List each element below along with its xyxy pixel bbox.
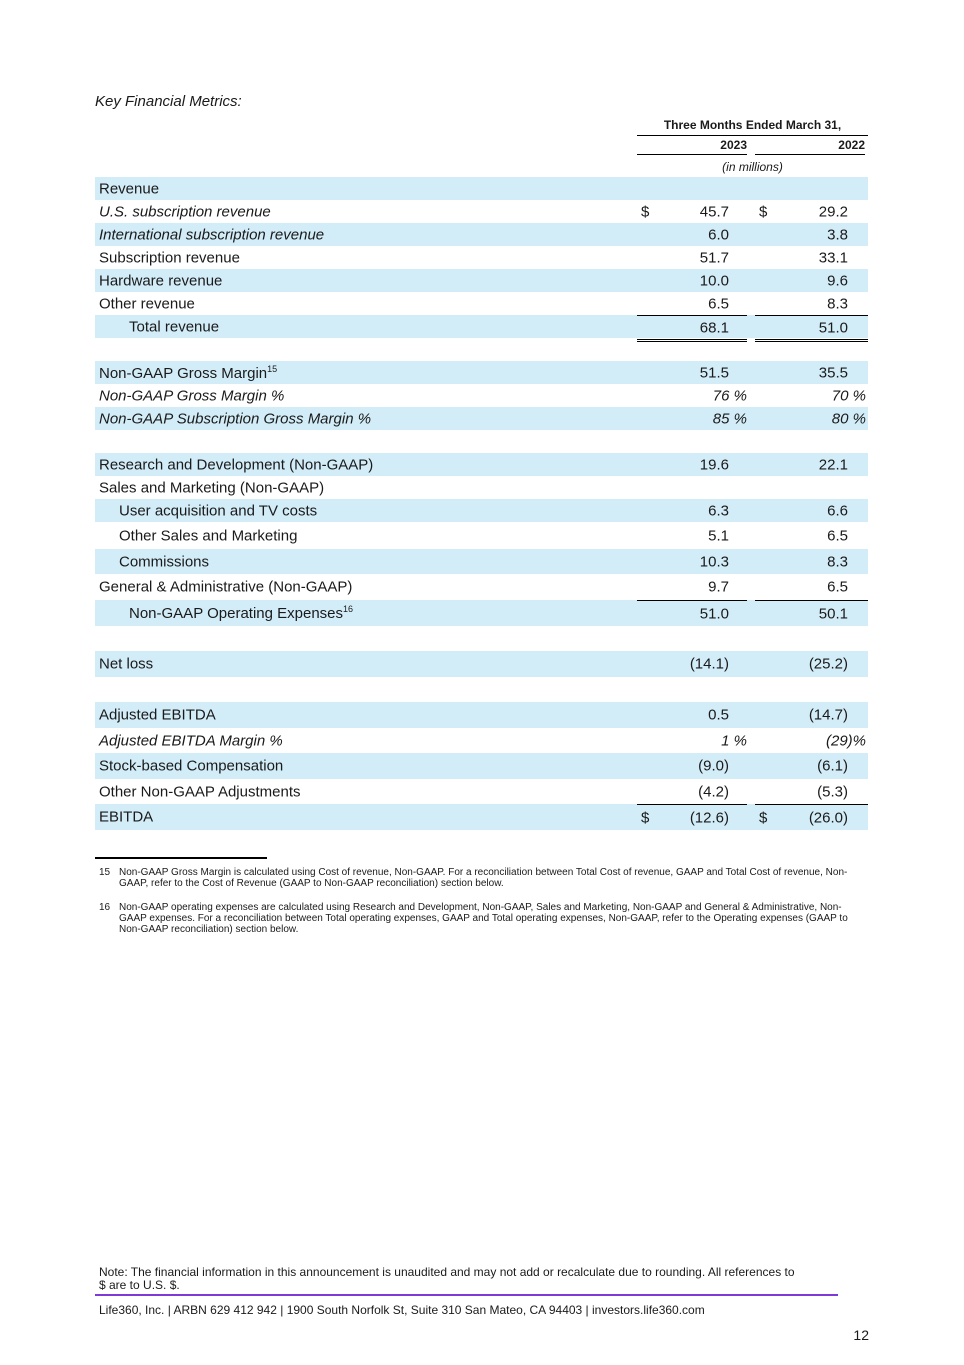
table-row-net-loss [95, 651, 868, 677]
value-2022: 6.5 [827, 578, 848, 596]
footnote-number: 15 [99, 867, 111, 878]
row-label: Non-GAAP Gross Margin % [99, 387, 285, 404]
value-2023: 51.7 [699, 249, 729, 266]
value-2023: 85 % [712, 410, 747, 427]
value-2022: 8.3 [827, 553, 848, 570]
footnote-ref: 15 [267, 363, 278, 374]
table-row-operating-expenses [95, 600, 868, 626]
row-label: Sales and Marketing (Non-GAAP) [99, 479, 325, 496]
table-row-adjusted-ebitda [95, 702, 868, 728]
table-row-total-revenue [95, 315, 868, 338]
value-2023: 45.7 [699, 203, 729, 220]
value-2023: 51.0 [699, 605, 729, 623]
row-label: Non-GAAP Gross Margin [99, 364, 268, 382]
row-label: Non-GAAP Subscription Gross Margin % [99, 410, 372, 427]
value-2023: 9.7 [708, 578, 729, 596]
value-2023: (12.6) [689, 809, 729, 827]
row-label: Commissions [119, 553, 210, 570]
value-2022: 80 % [831, 410, 866, 427]
value-2022: 9.6 [827, 272, 848, 289]
value-2022: (26.0) [808, 809, 848, 827]
footnote-ref: 16 [343, 604, 354, 614]
row-label: Other revenue [99, 295, 195, 312]
row-label: Subscription revenue [99, 249, 240, 266]
row-label: Adjusted EBITDA Margin % [99, 732, 283, 749]
row-label: Other Non-GAAP Adjustments [99, 783, 301, 800]
company-footer: Life360, Inc. | ARBN 629 412 942 | 1900 South Norfolk St, Suite 310 San Mateo, CA 94403 | investors.life360.com [99, 1303, 705, 1317]
value-2023: (9.0) [698, 757, 729, 775]
table-row-subscription [95, 246, 868, 269]
row-label: User acquisition and TV costs [119, 502, 318, 519]
row-label: Research and Development (Non-GAAP) [99, 456, 374, 473]
row-label: EBITDA [99, 808, 154, 826]
value-2023: 68.1 [699, 319, 729, 336]
value-2023: 19.6 [699, 456, 729, 473]
row-label: Net loss [99, 655, 154, 673]
value-2022: 70 % [831, 387, 866, 404]
footnote-text: Non-GAAP operating expenses are calculated using Research and Development, Non-GAAP, Sales and Marketing, Non-GAAP and General & Administrative, Non-GAAP expenses. For a reconciliation between Total operating expenses, GAAP and Total operating expenses, Non-GAAP, refer to the Operating expenses (GAAP to Non-GAAP reconciliation) section below. [119, 902, 848, 935]
table-row-hardware [95, 269, 868, 292]
table-row-gross-margin-pct [95, 384, 868, 407]
metrics-table [95, 177, 868, 830]
footer-divider [95, 1294, 838, 1296]
table-row-subscription-margin-pct [95, 407, 868, 430]
table-row-other-sales-marketing [95, 522, 868, 549]
row-label: Hardware revenue [99, 272, 223, 289]
value-2022: (6.1) [817, 757, 848, 775]
table-row-us-subscription [95, 200, 868, 223]
value-2022: 3.8 [827, 226, 848, 243]
table-row-revenue [95, 177, 868, 200]
footnote-text: Non-GAAP Gross Margin is calculated using Cost of revenue, Non-GAAP. For a reconciliation between Total Cost of revenue, GAAP and Total Cost of revenue, Non-GAAP, refer to the Cost of Revenue (GAAP to Non-GAAP reconciliation) section below. [119, 867, 848, 889]
row-label: Revenue [99, 180, 160, 197]
table-row-sales-marketing [95, 476, 868, 499]
table-row-ebitda-margin [95, 728, 868, 753]
value-2022: (25.2) [808, 655, 848, 673]
row-label: U.S. subscription revenue [99, 203, 271, 220]
table-row-rnd [95, 453, 868, 476]
footnote-number: 16 [99, 902, 111, 913]
table-row-ebitda [95, 804, 868, 830]
value-2023: 5.1 [708, 527, 729, 544]
currency-symbol: $ [759, 203, 768, 220]
table-row-user-acquisition [95, 499, 868, 522]
value-2023: 76 % [712, 387, 747, 404]
value-2022: 51.0 [818, 319, 848, 336]
value-2023: 0.5 [708, 706, 729, 724]
footnote-16 [99, 902, 864, 935]
value-2023: (14.1) [689, 655, 729, 673]
row-label: International subscription revenue [99, 226, 325, 243]
rounding-note: Note: The financial information in this announcement is unaudited and may not add or recalculate due to rounding. All references to $ are to U.S. $. [99, 1265, 795, 1292]
footnote-15 [99, 867, 864, 889]
currency-symbol: $ [641, 809, 650, 827]
value-2023: 51.5 [699, 364, 729, 381]
table-row-stock-compensation [95, 753, 868, 779]
value-2023: 10.0 [699, 272, 729, 289]
units-label: (in millions) [722, 160, 783, 174]
value-2022: (14.7) [808, 706, 848, 724]
value-2022: 22.1 [818, 456, 848, 473]
table-row-gross-margin [95, 361, 868, 384]
table-row-intl-subscription [95, 223, 868, 246]
year-header-2023: 2023 [637, 138, 747, 155]
value-2023: 10.3 [699, 553, 729, 570]
period-header: Three Months Ended March 31, [637, 118, 868, 136]
row-label: Stock-based Compensation [99, 757, 284, 775]
table-row-other-adjustments [95, 779, 868, 804]
footnote-divider [95, 857, 267, 859]
row-label: Non-GAAP Operating Expenses [129, 605, 344, 622]
table-row-commissions [95, 549, 868, 574]
table-row-other-revenue [95, 292, 868, 315]
value-2023: 1 % [721, 732, 747, 749]
row-label: Other Sales and Marketing [119, 527, 298, 544]
value-2022: 6.5 [827, 527, 848, 544]
row-label: Total revenue [129, 318, 220, 335]
value-2022: 33.1 [818, 249, 848, 266]
value-2022: 6.6 [827, 502, 848, 519]
value-2022: (5.3) [817, 783, 848, 800]
row-label: Adjusted EBITDA [99, 706, 216, 724]
year-header-2022: 2022 [755, 138, 865, 155]
value-2022: (29)% [825, 732, 866, 749]
value-2023: (4.2) [698, 783, 729, 800]
value-2022: 29.2 [818, 203, 848, 220]
value-2022: 8.3 [827, 295, 848, 312]
row-label: General & Administrative (Non-GAAP) [99, 578, 353, 596]
value-2023: 6.5 [708, 295, 729, 312]
value-2023: 6.3 [708, 502, 729, 519]
value-2023: 6.0 [708, 226, 729, 243]
page-title: Key Financial Metrics: [95, 93, 242, 110]
value-2022: 50.1 [818, 605, 848, 623]
value-2022: 35.5 [818, 364, 848, 381]
page-number: 12 [853, 1327, 869, 1343]
currency-symbol: $ [759, 809, 768, 827]
currency-symbol: $ [641, 203, 650, 220]
table-row-general-admin [95, 574, 868, 600]
